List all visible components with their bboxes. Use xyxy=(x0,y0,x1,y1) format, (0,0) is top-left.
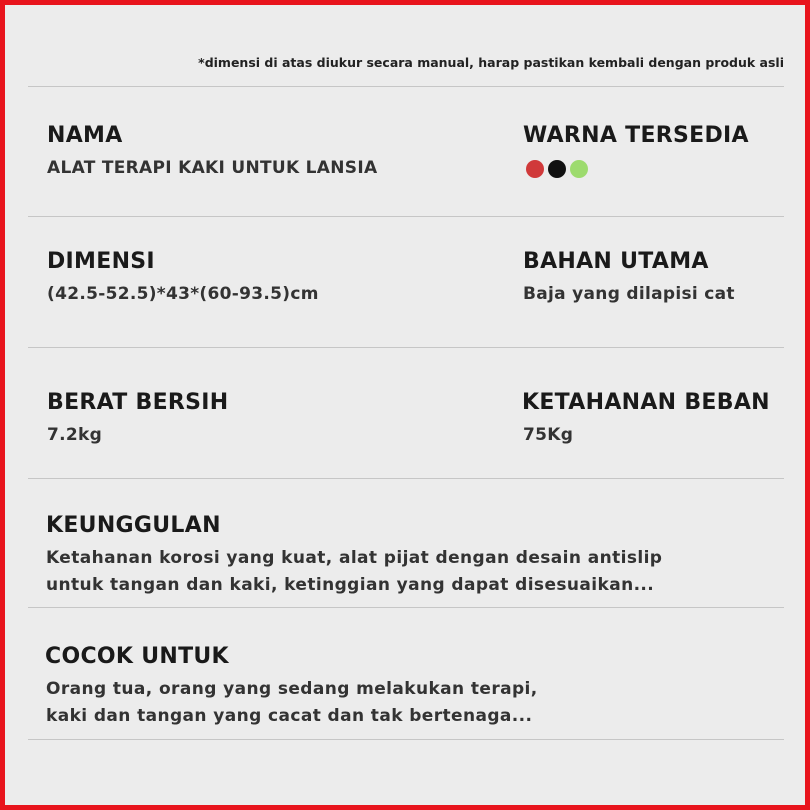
bahan-value: Baja yang dilapisi cat xyxy=(523,284,735,304)
divider xyxy=(28,739,784,740)
berat-label: BERAT BERSIH xyxy=(47,390,229,415)
divider xyxy=(28,607,784,608)
cocok-text xyxy=(46,676,538,730)
beban-value: 75Kg xyxy=(523,425,574,445)
keunggulan-line: Ketahanan korosi yang kuat, alat pijat dengan desain antislip xyxy=(46,548,663,568)
divider xyxy=(28,347,784,348)
red-swatch[interactable] xyxy=(526,160,544,178)
dimensi-label: DIMENSI xyxy=(47,249,155,274)
cocok-line: Orang tua, orang yang sedang melakukan terapi, xyxy=(46,679,538,699)
beban-label: KETAHANAN BEBAN xyxy=(522,390,770,415)
keunggulan-text xyxy=(46,545,662,599)
keunggulan-label: KEUNGGULAN xyxy=(46,513,221,538)
nama-label: NAMA xyxy=(47,123,123,148)
warna-label: WARNA TERSEDIA xyxy=(523,123,749,148)
green-swatch[interactable] xyxy=(570,160,588,178)
nama-value: ALAT TERAPI KAKI UNTUK LANSIA xyxy=(47,158,378,178)
divider xyxy=(28,86,784,87)
divider xyxy=(28,216,784,217)
divider xyxy=(28,478,784,479)
measurement-note: *dimensi di atas diukur secara manual, harap pastikan kembali dengan produk asli xyxy=(198,55,784,70)
cocok-label: COCOK UNTUK xyxy=(45,644,229,669)
black-swatch[interactable] xyxy=(548,160,566,178)
dimensi-value: (42.5-52.5)*43*(60-93.5)cm xyxy=(47,284,319,304)
berat-value: 7.2kg xyxy=(47,425,103,445)
keunggulan-line: untuk tangan dan kaki, ketinggian yang dapat disesuaikan... xyxy=(46,575,655,595)
color-swatches xyxy=(526,160,588,178)
cocok-line: kaki dan tangan yang cacat dan tak bertenaga... xyxy=(46,706,533,726)
bahan-label: BAHAN UTAMA xyxy=(523,249,709,274)
